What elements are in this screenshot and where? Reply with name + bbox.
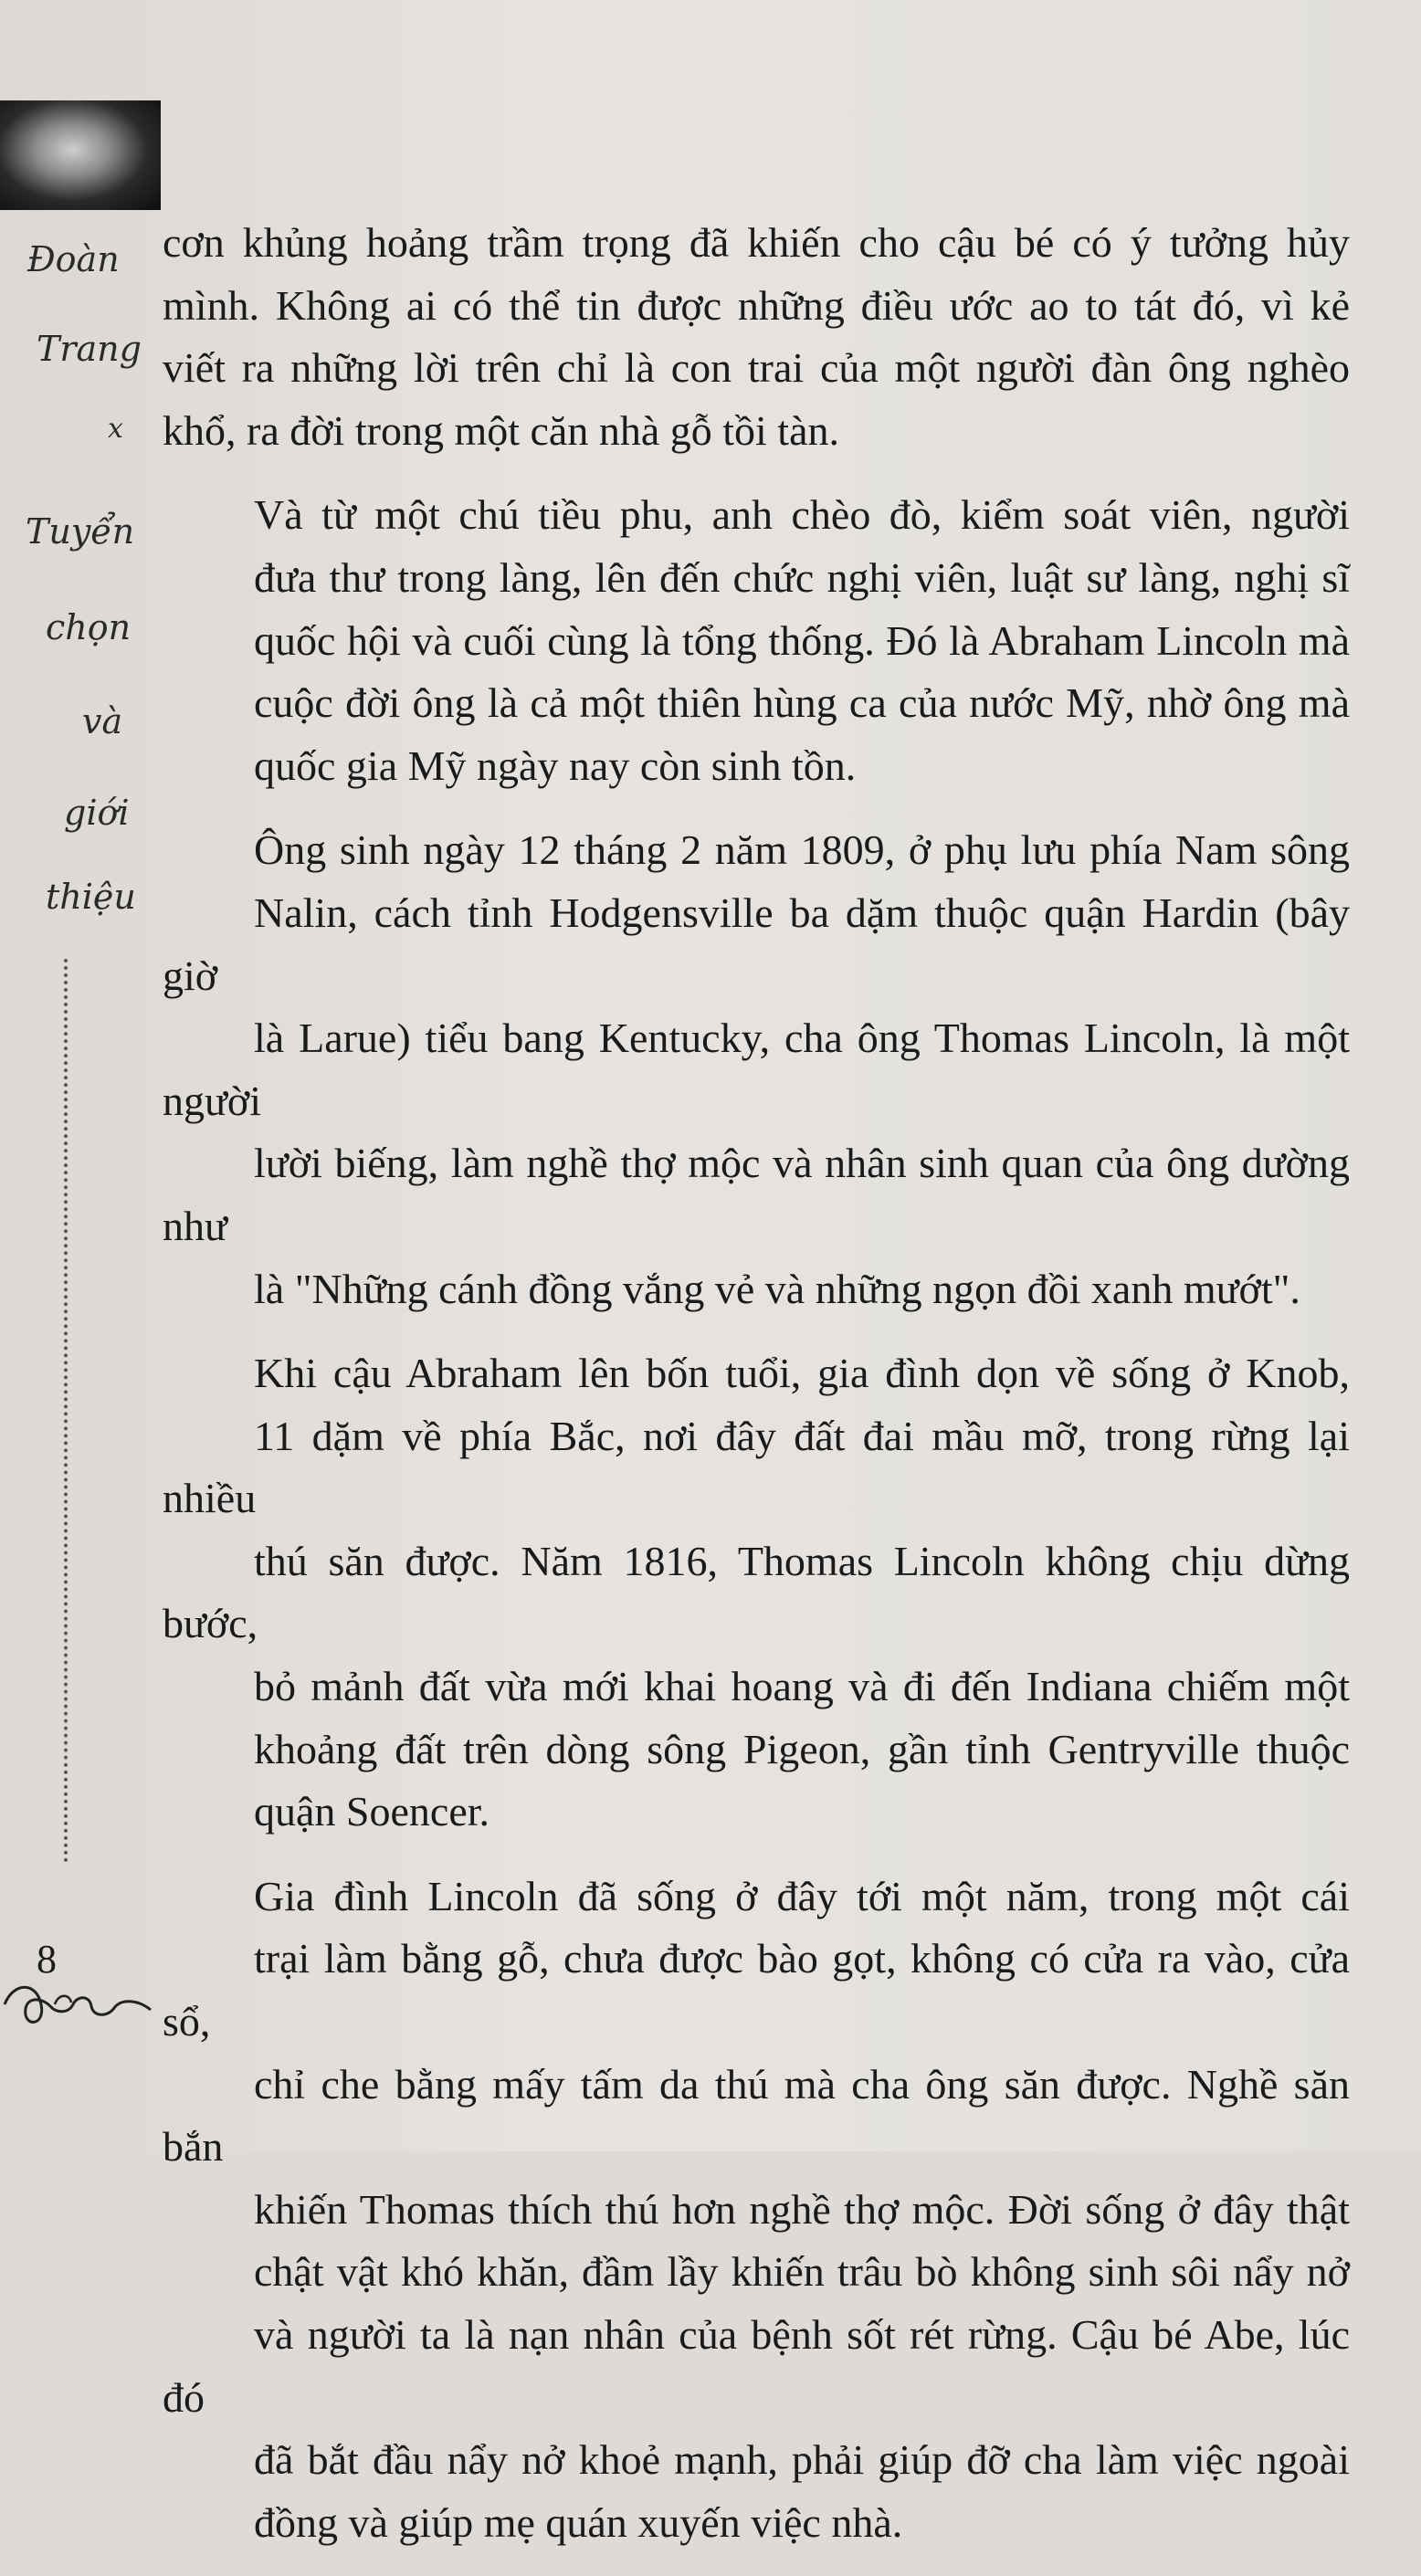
text-line: quốc hội và cuối cùng là tổng thống. Đó là Abraham Lincoln mà xyxy=(254,616,1350,664)
paragraph xyxy=(163,819,1350,1320)
text-line: trại làm bằng gỗ, chưa được bào gọt, không có cửa ra vào, cửa sổ, xyxy=(163,1935,1350,2045)
sidebar-word: Đoàn xyxy=(27,239,120,279)
text-line: quận Soencer. xyxy=(254,1788,490,1835)
text-line: quốc gia Mỹ ngày nay còn sinh tồn. xyxy=(254,741,857,789)
text-line: chỉ che bằng mấy tấm da thú mà cha ông săn được. Nghề săn bắn xyxy=(163,2060,1350,2171)
paragraph xyxy=(163,1866,1350,2555)
text-line: khiến Thomas thích thú hơn nghề thợ mộc. Đời sống ở đây thật xyxy=(254,2185,1350,2233)
text-line: là "Những cánh đồng vắng vẻ và những ngọn đồi xanh mướt". xyxy=(254,1265,1300,1312)
text-line: Gia đình Lincoln đã sống ở đây tới một năm, trong một cái xyxy=(254,1872,1350,1919)
text-line: Ông sinh ngày 12 tháng 2 năm 1809, ở phụ lưu phía Nam sông xyxy=(254,826,1350,874)
text-line: Khi cậu Abraham lên bốn tuổi, gia đình dọn về sống ở Knob, xyxy=(254,1350,1350,1397)
sidebar-word: giới xyxy=(64,793,130,833)
sidebar-word: thiệu xyxy=(46,877,136,917)
text-line: Nalin, cách tỉnh Hodgensville ba dặm thuộc quận Hardin (bây giờ xyxy=(163,888,1350,999)
text-line: cơn khủng hoảng trầm trọng đã khiến cho cậu bé có ý tưởng hủy xyxy=(163,219,1350,266)
text-line: đưa thư trong làng, lên đến chức nghị viên, luật sư làng, nghị sĩ xyxy=(254,553,1350,601)
text-line: mình. Không ai có thể tin được những điều ước ao to tát đó, vì kẻ xyxy=(163,281,1350,329)
portrait-photo xyxy=(0,100,161,210)
body-text xyxy=(163,212,1350,2576)
text-line: bỏ mảnh đất vừa mới khai hoang và đi đến Indiana chiếm một xyxy=(254,1663,1350,1710)
text-line: thú săn được. Năm 1816, Thomas Lincoln không chịu dừng bước, xyxy=(163,1537,1350,1647)
text-line: là Larue) tiểu bang Kentucky, cha ông Thomas Lincoln, là một người xyxy=(163,1015,1350,1124)
sidebar-dotted-line xyxy=(64,959,68,1863)
text-line: và người ta là nạn nhân của bệnh sốt rét rừng. Cậu bé Abe, lúc đó xyxy=(163,2311,1350,2421)
sidebar-word: và xyxy=(82,701,123,741)
sidebar-word: chọn xyxy=(46,607,132,647)
text-line: khổ, ra đời trong một căn nhà gỗ tồi tàn. xyxy=(163,406,840,454)
text-line: lười biếng, làm nghề thợ mộc và nhân sinh quan của ông dường như xyxy=(163,1140,1350,1249)
text-line: đã bắt đầu nẩy nở khoẻ mạnh, phải giúp đỡ cha làm việc ngoài xyxy=(254,2436,1350,2484)
sidebar-word: Trang xyxy=(37,329,142,369)
sidebar-word: Tuyển xyxy=(26,511,135,552)
page-number: 8 xyxy=(37,1937,57,1982)
text-line: 11 dặm về phía Bắc, nơi đây đất đai mầu mỡ, trong rừng lại nhiều xyxy=(163,1412,1350,1522)
text-line: Và từ một chú tiều phu, anh chèo đò, kiểm soát viên, người xyxy=(254,491,1350,539)
paragraph xyxy=(163,484,1350,797)
text-line: cuộc đời ông là cả một thiên hùng ca của nước Mỹ, nhờ ông mà xyxy=(254,679,1350,727)
text-line: đồng và giúp mẹ quán xuyến việc nhà. xyxy=(254,2498,903,2546)
paragraph xyxy=(163,212,1350,462)
text-line: chật vật khó khăn, đầm lầy khiến trâu bò không sinh sôi nẩy nở xyxy=(254,2248,1350,2296)
text-line: khoảng đất trên dòng sông Pigeon, gần tỉnh Gentryville thuộc xyxy=(254,1725,1350,1772)
paragraph xyxy=(163,1342,1350,1844)
flourish-ornament-icon xyxy=(0,1977,155,2032)
sidebar-word: x xyxy=(108,413,123,445)
text-line: viết ra những lời trên chỉ là con trai của một người đàn ông nghèo xyxy=(163,344,1350,392)
